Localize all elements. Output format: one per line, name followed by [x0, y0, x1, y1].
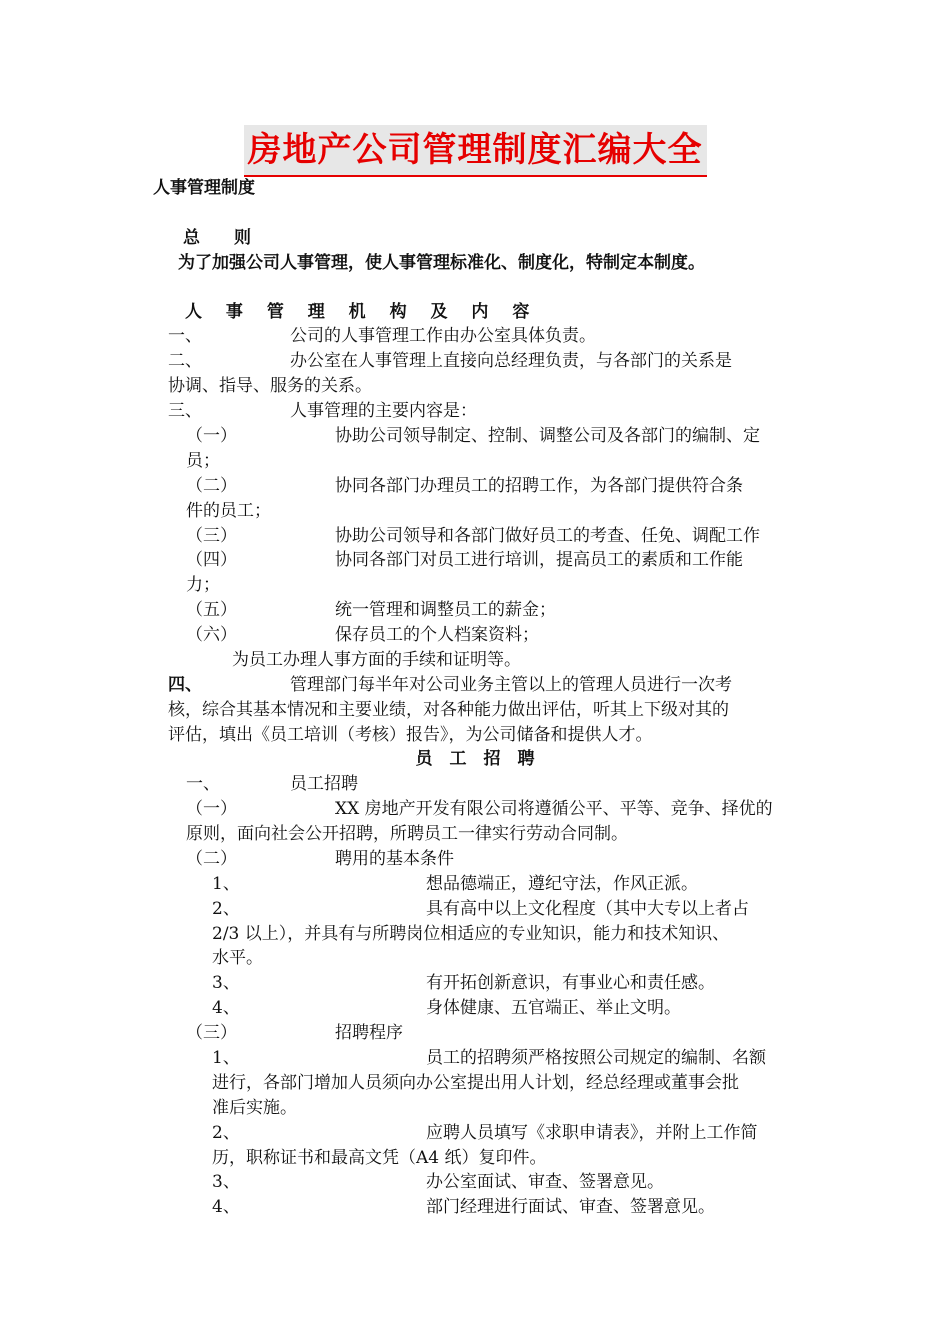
sub-item-text: 聘用的基本条件	[335, 849, 454, 869]
condition-number: 3、	[212, 973, 240, 993]
sub-item-number: （二）	[186, 849, 237, 869]
procedure-text: 应聘人员填写《求职申请表》，并附上工作简	[426, 1123, 758, 1143]
document-title: 房地产公司管理制度汇编大全	[244, 125, 707, 177]
sub-item-number: （三）	[186, 1023, 237, 1043]
condition-continuation: 2/3 以上），并具有与所聘岗位相适应的专业知识，能力和技术知识、	[212, 924, 730, 944]
sub-item-continuation: 件的员工；	[186, 501, 271, 521]
sub-item-text: 协同各部门办理员工的招聘工作，为各部门提供符合条	[335, 476, 743, 496]
condition-text: 身体健康、五官端正、举止文明。	[426, 998, 681, 1018]
org-heading: 人 事 管 理 机 构 及 内 容	[185, 302, 539, 322]
procedure-text: 部门经理进行面试、审查、签署意见。	[426, 1197, 715, 1217]
sub-item-text: 协助公司领导制定、控制、调整公司及各部门的编制、定	[335, 426, 760, 446]
item-number: 二、	[168, 351, 202, 371]
item-text: 员工招聘	[290, 774, 358, 794]
condition-text: 有开拓创新意识，有事业心和责任感。	[426, 973, 715, 993]
condition-text: 具有高中以上文化程度（其中大专以上者占	[426, 899, 749, 919]
sub-item-text: 统一管理和调整员工的薪金；	[335, 600, 556, 620]
sub-item-continuation: 原则，面向社会公开招聘，所聘员工一律实行劳动合同制。	[186, 824, 628, 844]
sub-item-number: （一）	[186, 799, 237, 819]
procedure-number: 2、	[212, 1123, 240, 1143]
item-continuation: 核，综合其基本情况和主要业绩，对各种能力做出评估，听其上下级对其的	[168, 700, 729, 720]
recruit-heading: 员 工 招 聘	[415, 749, 535, 769]
procedure-number: 1、	[212, 1048, 240, 1068]
sub-item-text: 招聘程序	[335, 1023, 403, 1043]
document-title-wrap	[0, 125, 950, 177]
condition-number: 1、	[212, 874, 240, 894]
general-statement: 为了加强公司人事管理，使人事管理标准化、制度化，特制定本制度。	[178, 253, 705, 273]
item-text: 人事管理的主要内容是：	[290, 401, 477, 421]
sub-item-number: （五）	[186, 600, 237, 620]
sub-item-continuation: 力；	[186, 575, 220, 595]
sub-item-text: 协同各部门对员工进行培训，提高员工的素质和工作能	[335, 550, 743, 570]
procedure-continuation: 准后实施。	[212, 1098, 297, 1118]
item-text: 办公室在人事管理上直接向总经理负责，与各部门的关系是	[290, 351, 732, 371]
sub-item-continuation: 员；	[186, 451, 220, 471]
sub-item-text: 保存员工的个人档案资料；	[335, 625, 539, 645]
item-number: 四、	[168, 675, 202, 695]
procedure-number: 3、	[212, 1172, 240, 1192]
section-heading: 人事管理制度	[153, 178, 255, 198]
sub-item-text: XX 房地产开发有限公司将遵循公平、平等、竞争、择优的	[335, 799, 773, 819]
condition-continuation: 水平。	[212, 948, 263, 968]
procedure-text: 办公室面试、审查、签署意见。	[426, 1172, 664, 1192]
item-text: 管理部门每半年对公司业务主管以上的管理人员进行一次考	[290, 675, 732, 695]
general-heading: 总 则	[183, 228, 251, 248]
sub-item-continuation: 为员工办理人事方面的手续和证明等。	[232, 650, 521, 670]
condition-number: 4、	[212, 998, 240, 1018]
sub-item-number: （四）	[186, 550, 237, 570]
sub-item-number: （一）	[186, 426, 237, 446]
sub-item-number: （三）	[186, 526, 237, 546]
procedure-continuation: 进行，各部门增加人员须向办公室提出用人计划，经总经理或董事会批	[212, 1073, 739, 1093]
item-continuation: 协调、指导、服务的关系。	[168, 376, 372, 396]
condition-number: 2、	[212, 899, 240, 919]
sub-item-number: （二）	[186, 476, 237, 496]
procedure-continuation: 历，职称证书和最高文凭（A4 纸）复印件。	[212, 1148, 547, 1168]
item-number: 三、	[168, 401, 202, 421]
procedure-number: 4、	[212, 1197, 240, 1217]
condition-text: 想品德端正，遵纪守法，作风正派。	[426, 874, 698, 894]
sub-item-number: （六）	[186, 625, 237, 645]
item-number: 一、	[168, 326, 202, 346]
procedure-text: 员工的招聘须严格按照公司规定的编制、名额	[426, 1048, 766, 1068]
item-number: 一、	[186, 774, 220, 794]
item-continuation: 评估，填出《员工培训（考核）报告》，为公司储备和提供人才。	[168, 725, 653, 745]
sub-item-text: 协助公司领导和各部门做好员工的考查、任免、调配工作	[335, 526, 760, 546]
item-text: 公司的人事管理工作由办公室具体负责。	[290, 326, 596, 346]
